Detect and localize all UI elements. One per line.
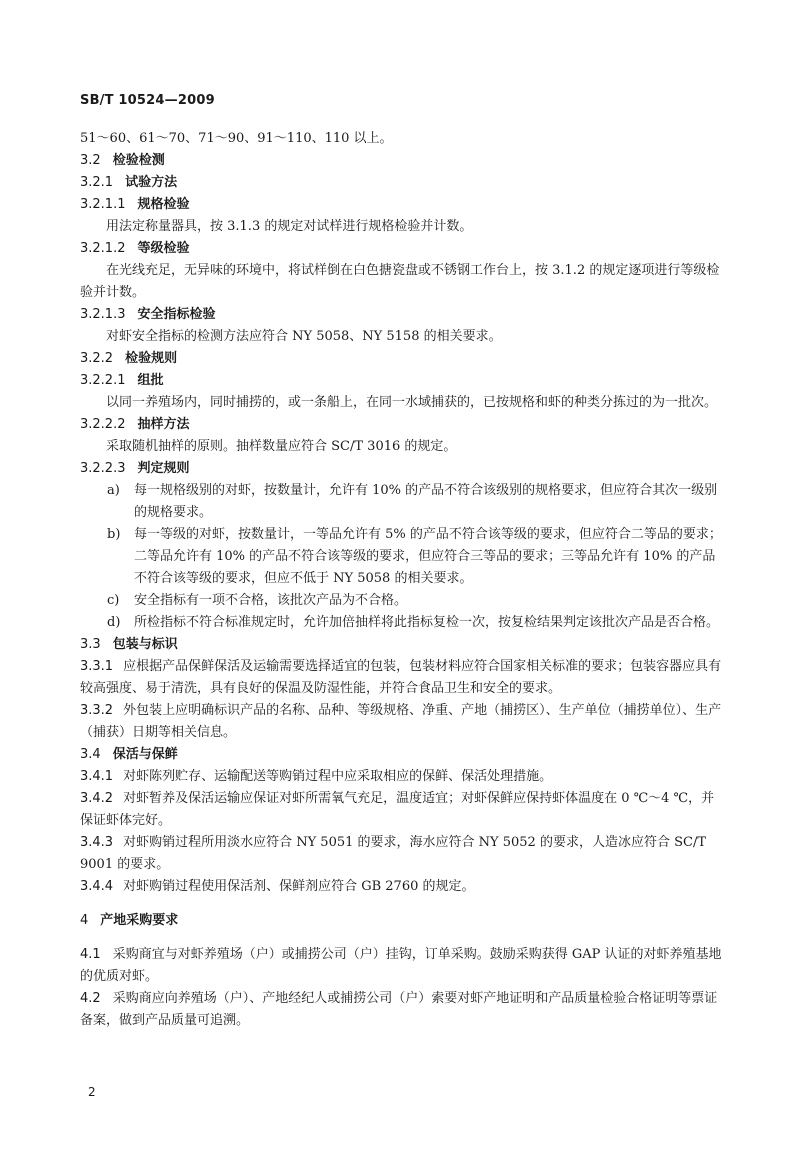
heading-4 <box>80 910 724 932</box>
clause-text: 外包装上应明确标识产品的名称、品种、等级规格、净重、产地（捕捞区）、生产单位（捕捞单位）、生产（捕获）日期等相关信息。 <box>80 703 722 740</box>
heading-number: 3.2.1.1 <box>80 197 126 212</box>
paragraph: 采取随机抽样的原则。抽样数量应符合 SC/T 3016 的规定。 <box>106 439 457 454</box>
clause-text: 应根据产品保鲜保活及运输需要选择适宜的包装，包装材料应符合国家相关标准的要求；包装容器应具有较高强度、易于清洗，具有良好的保温及防湿性能，并符合食品卫生和安全的要求。 <box>80 659 722 696</box>
clause-3-4-3 <box>80 832 724 876</box>
heading-3-2-1 <box>80 172 724 194</box>
heading-number: 3.2.2.1 <box>80 373 126 388</box>
heading-title: 规格检验 <box>137 197 190 212</box>
heading-number: 3.2.1 <box>80 175 114 190</box>
document-code: SB/T 10524—2009 <box>80 93 215 108</box>
heading-title: 检验检测 <box>112 153 165 168</box>
clause-number: 3.3.1 <box>80 659 114 674</box>
clause-number: 3.4.2 <box>80 791 114 806</box>
list-item <box>80 612 724 634</box>
heading-3-2-1-3 <box>80 304 724 326</box>
heading-3-2-1-1 <box>80 194 724 216</box>
clause-4-2 <box>80 988 724 1032</box>
heading-number: 3.2.1.2 <box>80 241 126 256</box>
heading-number: 3.2.2 <box>80 351 114 366</box>
heading-3-4 <box>80 744 724 766</box>
list-text: 所检指标不符合标准规定时，允许加倍抽样将此指标复检一次，按复检结果判定该批次产品是否合格。 <box>134 615 720 630</box>
clause-3-4-2 <box>80 788 724 832</box>
list-marker: a) <box>107 483 120 498</box>
heading-title: 检验规则 <box>125 351 178 366</box>
clause-number: 4.2 <box>80 991 101 1006</box>
list-item <box>80 480 724 524</box>
heading-3-2-2-1 <box>80 370 724 392</box>
heading-3-2 <box>80 150 724 172</box>
clause-text: 采购商宜与对虾养殖场（户）或捕捞公司（户）挂钩，订单采购。鼓励采购获得 GAP 认证的对虾养殖基地的优质对虾。 <box>80 947 722 984</box>
paragraph: 以同一养殖场内，同时捕捞的，或一条船上，在同一水域捕获的，已按规格和虾的种类分拣过的为一批次。 <box>106 395 718 410</box>
heading-title: 等级检验 <box>137 241 190 256</box>
heading-3-2-1-2 <box>80 238 724 260</box>
list-item <box>80 524 724 590</box>
list-marker: b) <box>107 527 121 542</box>
list-text: 每一规格级别的对虾，按数量计，允许有 10% 的产品不符合该级别的规格要求，但应符合其次一级别的规格要求。 <box>134 483 718 520</box>
page-number: 2 <box>88 1085 96 1099</box>
clause-text: 对虾暂养及保活运输应保证对虾所需氧气充足，温度适宜；对虾保鲜应保持虾体温度在 0 ℃～4 ℃，并保证虾体完好。 <box>80 791 715 828</box>
heading-number: 4 <box>80 913 89 928</box>
heading-title: 组批 <box>137 373 164 388</box>
heading-3-2-2 <box>80 348 724 370</box>
paragraph: 在光线充足，无异味的环境中，将试样倒在白色搪瓷盘或不锈钢工作台上，按 3.1.2 的规定逐项进行等级检验并计数。 <box>80 263 720 300</box>
clause-3-4-1 <box>80 766 724 788</box>
clause-3-4-4 <box>80 876 724 898</box>
heading-title: 包装与标识 <box>112 637 178 652</box>
list-text: 每一等级的对虾，按数量计，一等品允许有 5% 的产品不符合该等级的要求，但应符合二等品的要求；二等品允许有 10% 的产品不符合该等级的要求，但应符合三等品的要求；三等品允许有 10% 的产品不符合该等级的要求，但应不低于 NY 5058 的相关要求。 <box>134 527 722 586</box>
clause-text: 采购商应向养殖场（户）、产地经纪人或捕捞公司（户）索要对虾产地证明和产品质量检验合格证明等票证备案，做到产品质量可追溯。 <box>80 991 718 1028</box>
clause-text: 对虾购销过程所用淡水应符合 NY 5051 的要求，海水应符合 NY 5052 的要求，人造冰应符合 SC/T 9001 的要求。 <box>80 835 706 872</box>
list-marker: c) <box>107 593 120 608</box>
heading-title: 判定规则 <box>137 461 190 476</box>
heading-number: 3.2.1.3 <box>80 307 126 322</box>
list-marker: d) <box>107 615 121 630</box>
heading-title: 产地采购要求 <box>100 913 179 928</box>
heading-title: 抽样方法 <box>137 417 190 432</box>
list-item <box>80 590 724 612</box>
clause-4-1 <box>80 944 724 988</box>
heading-title: 试验方法 <box>125 175 178 190</box>
clause-number: 3.4.3 <box>80 835 114 850</box>
clause-number: 3.4.1 <box>80 769 114 784</box>
clause-text: 对虾购销过程使用保活剂、保鲜剂应符合 GB 2760 的规定。 <box>123 879 475 894</box>
clause-text: 对虾陈列贮存、运输配送等购销过程中应采取相应的保鲜、保活处理措施。 <box>123 769 553 784</box>
paragraph: 对虾安全指标的检测方法应符合 NY 5058、NY 5158 的相关要求。 <box>106 329 502 344</box>
clause-number: 4.1 <box>80 947 101 962</box>
heading-3-3 <box>80 634 724 656</box>
heading-number: 3.4 <box>80 747 101 762</box>
heading-title: 安全指标检验 <box>137 307 216 322</box>
document-body <box>80 128 724 1032</box>
spec-range-line: 51～60、61～70、71～90、91～110、110 以上。 <box>80 131 393 146</box>
heading-3-2-2-2 <box>80 414 724 436</box>
clause-3-3-2 <box>80 700 724 744</box>
clause-number: 3.3.2 <box>80 703 114 718</box>
paragraph: 用法定称量器具，按 3.1.3 的规定对试样进行规格检验并计数。 <box>106 219 473 234</box>
list-text: 安全指标有一项不合格，该批次产品为不合格。 <box>134 593 408 608</box>
heading-title: 保活与保鲜 <box>112 747 178 762</box>
clause-3-3-1 <box>80 656 724 700</box>
heading-number: 3.2.2.3 <box>80 461 126 476</box>
clause-number: 3.4.4 <box>80 879 114 894</box>
heading-number: 3.2 <box>80 153 101 168</box>
heading-number: 3.2.2.2 <box>80 417 126 432</box>
heading-number: 3.3 <box>80 637 101 652</box>
heading-3-2-2-3 <box>80 458 724 480</box>
